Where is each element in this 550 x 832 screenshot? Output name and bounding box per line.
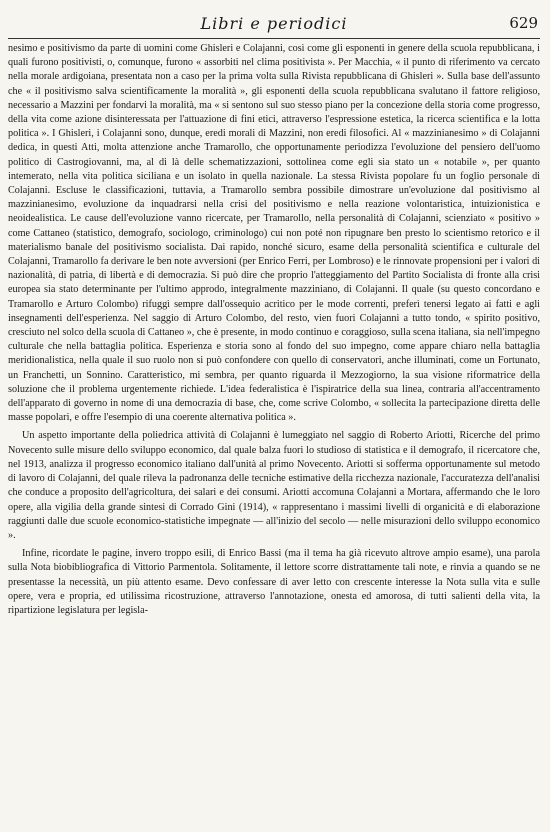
paragraph-2: Un aspetto importante della poliedrica attività di Colajanni è lumeggiato nel saggio di Roberto Ariotti, Ricerche del primo Novecento sulle misure dello sviluppo economico, dal quale balza fuori lo studioso di statistica e il demografo, il ricercatore che, nel 1913, analizza il progresso economico italiano dall'unità al primo Novecento. Ariotti si sofferma opportunamente sul metodo di lavoro di Colajanni, del quale rileva la padronanza delle tecniche estimative della ricchezza nazionale, l'accuratezza dell'analisi che conduce a proposito dell'agricoltura, dei salari e dei consumi. Ariotti accomuna Colajanni a Mortara, affermando che le loro opere, alla vigilia della grande sintesi di Corrado Gini (1914), « rappresentano i massimi livelli di organicità e di elaborazione raggiunti dalle due scuole economico-statistiche impegnate — all'inizio del secolo — nelle misurazioni dello sviluppo economico ». bbox=[8, 430, 540, 541]
paragraph-3: Infine, ricordate le pagine, invero troppo esili, di Enrico Bassi (ma il tema ha già ricevuto altrove ampio esame), una parola sulla Nota biobibliografica di Vittorio Parmentola. Solitamente, il lettore scorre distrattamente tali note, e rinvia a quando se ne presentasse la necessità, un più attento esame. Devo confessare di aver letto con crescente interesse la Nota sulla vita e sulle opere, vera e propria, ed utilissima ricostruzione, attraverso l'annotazione, onesta ed amorosa, di tutti salienti della vita, la ripartizione legislatura per legisla- bbox=[8, 548, 540, 616]
page-header bbox=[8, 14, 540, 39]
body-text bbox=[8, 42, 540, 618]
running-title: Libri e periodici bbox=[200, 14, 348, 33]
paragraph-1: nesimo e positivismo da parte di uomini come Ghisleri e Colajanni, così come gli esponenti in genere della scuola repubblicana, i quali furono positivisti, o, comunque, furono « assorbiti nel clima positivista ». Per Macchia, « il punto di riferimento va cercato nella morale ardigoiana, presentata non a caso per la prima volta sulla Rivista repubblicana di Ghisleri ». Sulla base dell'assunto che « il positivismo salva scientificamente la moralità », gli esponenti della scuola repubblicana svalutano il fattore religioso, necessario a Mazzini per fondarvi la moralità, ma « si sentono sul suo stesso piano per la concezione della storia come progresso, della vita come azione disinteressata per l'attuazione di fini etici, attraverso l'espressione estetica, la ricerca scientifica e la lotta politica ». I Ghisleri, i Colajanni sono, dunque, eredi morali di Mazzini, non eredi filosofici. Al « mazzinianesimo » di Colajanni dedica, in questi Atti, molta attenzione anche Tramarollo, che opportunamente periodizza l'evoluzione del pensiero dell'uomo politico di Castrogiovanni, ma, al di là delle schematizzazioni, sottolinea come egli sia stato un « notabile », per quanto intemerato, nella vita politica siciliana e un isolato in quella nazionale. La stessa Rivista popolare fu un foglio personale di Colajanni. Escluse le classificazioni, tuttavia, a Tramarollo sembra possibile dimostrare un'evoluzione dal positivismo al mazzinianesimo, evoluzione da inquadrarsi nella crisi del positivismo e nella reazione volontaristica, intuizionistica e neoidealistica. Le cause dell'evoluzione vanno ricercate, per Tramarollo, nella personalità di Colajanni, scienziato « positivo » come Cattaneo (statistico, demografo, sociologo, criminologo) cui non poté non ripugnare ben presto lo scientismo retorico e il materialismo banale del positivismo socialista. Dai rapido, nonché sicuro, esame della personalità scientifica e culturale del Colajanni, Tramarollo fa derivare le ben note avversioni (per Enrico Ferri, per Lombroso) e le rinnovate propensioni per i valori di nazionalità, di patria, di libertà e di democrazia. Si può dire che proprio l'atteggiamento del Partito Socialista di fronte alla crisi europea sia stato determinante per l'ultimo approdo, integralmente mazziniano, di Colajanni. Il quale (su questo concordano e Tramarollo e Arturo Colombo) rifuggì sempre dall'ossequio acritico per le mode correnti, preferì tenersi legato ai fatti e agli insegnamenti dell'esperienza. Nel saggio di Arturo Colombo, del resto, vien fuori Colajanni a tutto tondo, « spirito positivo, cresciuto nel solco della scuola di Cattaneo », che è presente, in modo continuo e coraggioso, sulla scena italiana, sia nell'impegno culturale che nella battaglia politica. Esperienza e storia sono al fondo del suo impegno, come appare chiaro nella battaglia meridionalistica, nella quale il suo ruolo non si può confondere con quello di conservatori, anche illuminati, come un Fortunato, un Franchetti, un Sonnino. Caratteristico, mi sembra, per quanto riguarda il Mezzogiorno, la sua visione riformatrice della soluzione che il problema urgentemente richiede. L'idea federalistica è l'ispiratrice della sua linea, contraria all'accentramento dell'apparato di governo in nome di una democrazia di base, che, come scrive Colombo, « sollecita la partecipazione diretta delle masse popolari, e offre l'esempio di una coerente alternativa politica ». bbox=[8, 43, 540, 424]
page-number: 629 bbox=[509, 14, 538, 32]
